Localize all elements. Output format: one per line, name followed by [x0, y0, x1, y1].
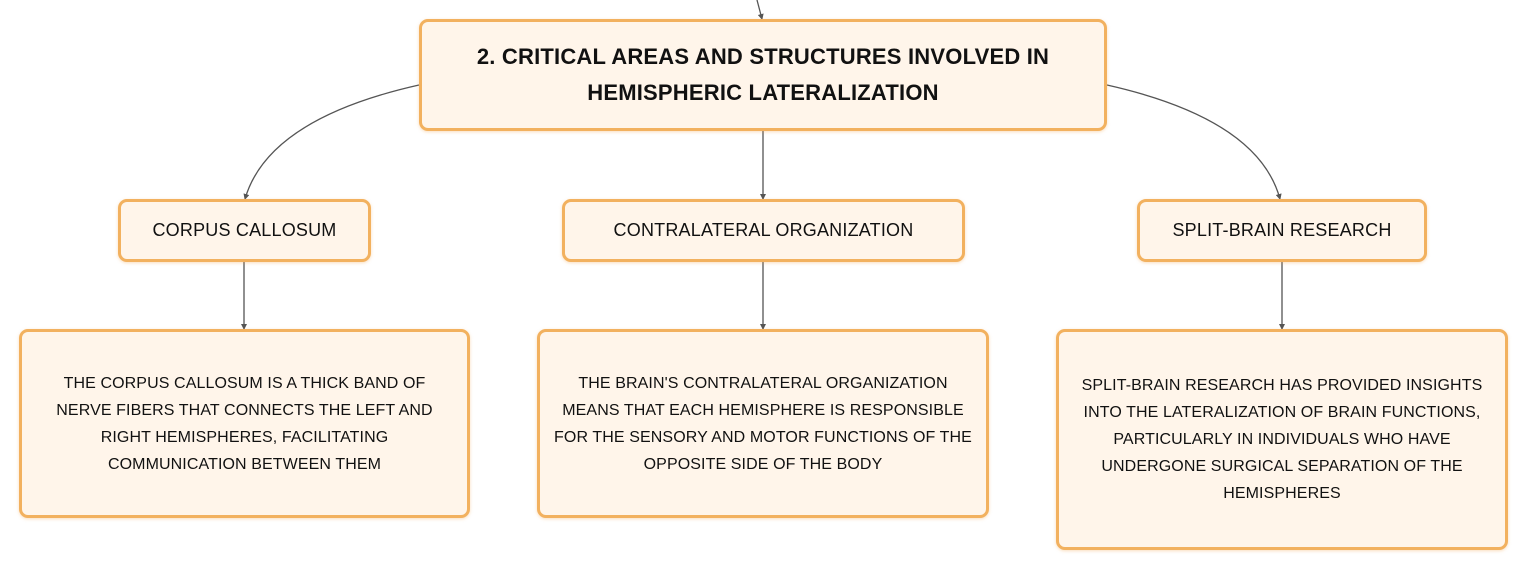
detail-text-split-brain-research: SPLIT-BRAIN RESEARCH HAS PROVIDED INSIGHTS INTO THE LATERALIZATION OF BRAIN FUNCTIONS, PARTICULARLY IN INDIVIDUALS WHO HAVE UNDERGONE SURGICAL SEPARATION OF THE HEMISPHERES [1081, 377, 1483, 502]
detail-text-corpus-callosum: THE CORPUS CALLOSUM IS A THICK BAND OF NERVE FIBERS THAT CONNECTS THE LEFT AND RIGHT HEMISPHERES, FACILITATING COMMUNICATION BETWEEN THEM [56, 374, 433, 473]
connector-root-to-corpus-callosum [245, 85, 419, 199]
topic-node-corpus-callosum[interactable] [118, 199, 371, 262]
root-topic-node[interactable] [419, 19, 1107, 131]
topic-label-split-brain-research: SPLIT-BRAIN RESEARCH [1172, 220, 1392, 240]
connector-root-to-split-brain-research [1107, 85, 1280, 199]
root-topic-label: 2. CRITICAL AREAS AND STRUCTURES INVOLVED IN HEMISPHERIC LATERALIZATION [476, 44, 1050, 105]
incoming-connector [757, 0, 762, 19]
detail-node-contralateral-organization[interactable] [537, 329, 989, 518]
topic-label-contralateral-organization: CONTRALATERAL ORGANIZATION [613, 220, 914, 240]
detail-node-corpus-callosum[interactable] [19, 329, 470, 518]
topic-node-split-brain-research[interactable] [1137, 199, 1427, 262]
topic-node-contralateral-organization[interactable] [562, 199, 965, 262]
topic-label-corpus-callosum: CORPUS CALLOSUM [152, 220, 337, 240]
detail-node-split-brain-research[interactable] [1056, 329, 1508, 550]
detail-text-contralateral-organization: THE BRAIN'S CONTRALATERAL ORGANIZATION MEANS THAT EACH HEMISPHERE IS RESPONSIBLE FOR THE SENSORY AND MOTOR FUNCTIONS OF THE OPPOSITE SIDE OF THE BODY [554, 374, 972, 473]
